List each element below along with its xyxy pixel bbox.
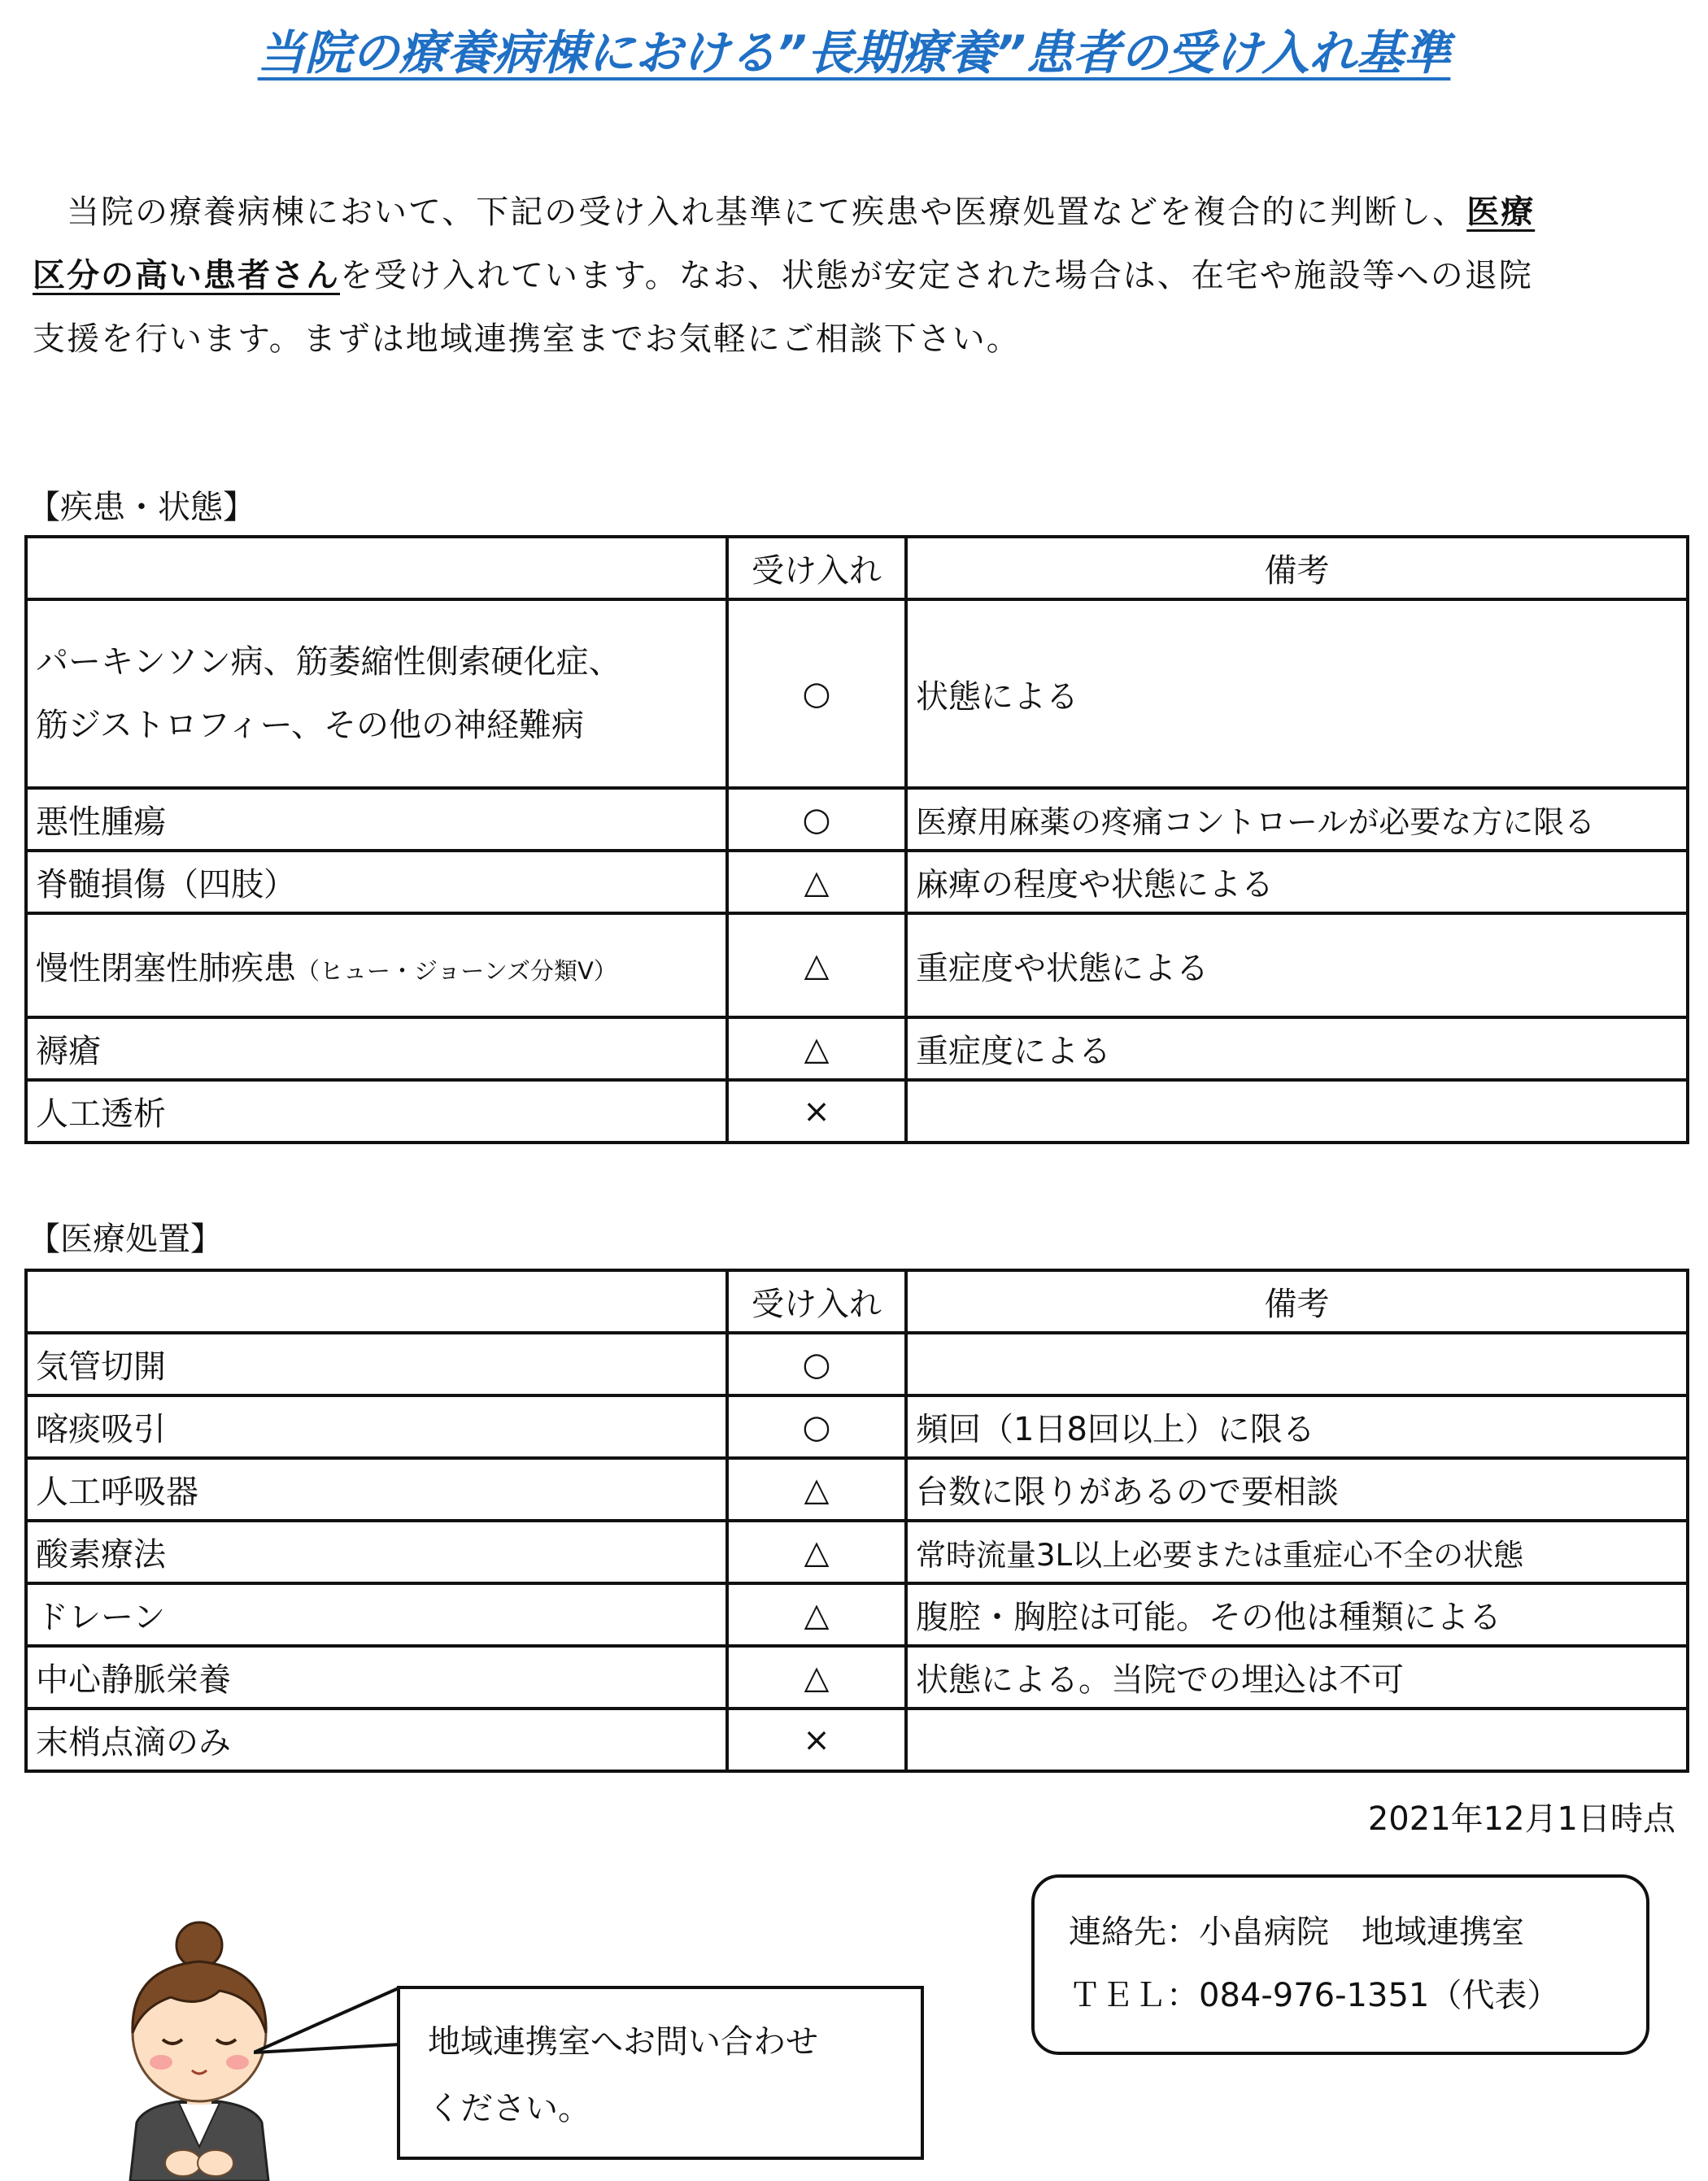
acceptance-cell: △ [727, 1646, 906, 1709]
item-text: 慢性閉塞性肺疾患 [36, 949, 296, 987]
item-cell: 人工呼吸器 [26, 1458, 727, 1521]
acceptance-cell: ○ [727, 599, 906, 788]
item-cell: 気管切開 [26, 1333, 727, 1395]
disease-table [24, 535, 1689, 1144]
callout-text: 地域連携室へお問い合わせ [428, 2023, 818, 2061]
acceptance-cell: △ [727, 913, 906, 1017]
speech-bubble [397, 1986, 924, 2160]
header-cell-remarks: 備考 [906, 1270, 1688, 1333]
remarks-cell [906, 1709, 1688, 1771]
table-row [26, 1709, 1688, 1771]
table-row [26, 599, 1688, 788]
remarks-cell: 重症度や状態による [906, 913, 1688, 1017]
acceptance-cell: △ [727, 1017, 906, 1080]
remarks-cell: 台数に限りがあるので要相談 [906, 1458, 1688, 1521]
remarks-cell: 重症度による [906, 1017, 1688, 1080]
header-cell-item [26, 1270, 727, 1333]
contact-line: 連絡先：小畠病院 地域連携室 [1069, 1913, 1524, 1951]
item-cell [26, 913, 727, 1017]
intro-text: を受け入れています。なお、状態が安定された場合は、在宅や施設等への退院 [340, 257, 1533, 294]
contact-box [1031, 1874, 1649, 2055]
acceptance-cell: × [727, 1080, 906, 1143]
intro-text: 支援を行います。まずは地域連携室までお気軽にご相談下さい。 [33, 320, 1021, 358]
table-row [26, 1521, 1688, 1583]
procedure-table [24, 1269, 1689, 1773]
acceptance-cell: △ [727, 1521, 906, 1583]
item-cell: 褥瘡 [26, 1017, 727, 1080]
item-text: パーキンソン病、筋萎縮性側索硬化症、 [36, 643, 621, 681]
callout-text: ください。 [428, 2090, 590, 2127]
remarks-cell: 麻痺の程度や状態による [906, 851, 1688, 913]
item-cell: 人工透析 [26, 1080, 727, 1143]
remarks-cell: 医療用麻薬の疼痛コントロールが必要な方に限る [906, 788, 1688, 851]
callout-tail [254, 1984, 402, 2066]
table-row [26, 1017, 1688, 1080]
table-row [26, 1583, 1688, 1646]
acceptance-cell: △ [727, 1583, 906, 1646]
remarks-cell [906, 1333, 1688, 1395]
item-cell: 悪性腫瘍 [26, 788, 727, 851]
header-cell-item [26, 537, 727, 599]
page-title: 当院の療養病棟における”長期療養”患者の受け入れ基準 [257, 25, 1451, 81]
item-cell [26, 599, 727, 788]
remarks-cell: 常時流量3L以上必要または重症心不全の状態 [906, 1521, 1688, 1583]
table-row [26, 851, 1688, 913]
item-cell: 中心静脈栄養 [26, 1646, 727, 1709]
acceptance-cell: ○ [727, 1395, 906, 1458]
intro-paragraph [33, 181, 1675, 371]
item-text: 筋ジストロフィー、その他の神経難病 [36, 707, 584, 744]
section-title-disease: 【疾患・状態】 [28, 489, 255, 526]
acceptance-cell: ○ [727, 788, 906, 851]
item-cell: ドレーン [26, 1583, 727, 1646]
header-cell-remarks: 備考 [906, 537, 1688, 599]
acceptance-cell: × [727, 1709, 906, 1771]
remarks-cell: 状態による [906, 599, 1688, 788]
remarks-cell [906, 1080, 1688, 1143]
item-cell: 脊髄損傷（四肢） [26, 851, 727, 913]
remarks-cell: 腹腔・胸腔は可能。その他は種類による [906, 1583, 1688, 1646]
acceptance-cell: ○ [727, 1333, 906, 1395]
header-cell-acceptance: 受け入れ [727, 537, 906, 599]
item-cell: 末梢点滴のみ [26, 1709, 727, 1771]
intro-emphasis: 区分の高い患者さん [33, 257, 340, 294]
item-note: （ヒュー・ジョーンズ分類Ⅴ） [296, 956, 617, 985]
item-cell: 酸素療法 [26, 1521, 727, 1583]
table-row [26, 1395, 1688, 1458]
contact-phone: ＴＥＬ：084-976-1351（代表） [1069, 1977, 1560, 2014]
acceptance-cell: △ [727, 1458, 906, 1521]
intro-text: 当院の療養病棟において、下記の受け入れ基準にて疾患や医療処置などを複合的に判断し、 [33, 194, 1467, 231]
item-cell: 喀痰吸引 [26, 1395, 727, 1458]
table-row [26, 788, 1688, 851]
table-row [26, 1458, 1688, 1521]
table-header-row [26, 1270, 1688, 1333]
table-row [26, 1333, 1688, 1395]
header-cell-acceptance: 受け入れ [727, 1270, 906, 1333]
table-header-row [26, 537, 1688, 599]
as-of-date: 2021年12月1日時点 [1367, 1800, 1675, 1838]
intro-emphasis: 医療 [1466, 194, 1536, 231]
section-title-procedures: 【医療処置】 [28, 1221, 223, 1258]
table-row [26, 1080, 1688, 1143]
table-row [26, 1646, 1688, 1709]
acceptance-cell: △ [727, 851, 906, 913]
remarks-cell: 状態による。当院での埋込は不可 [906, 1646, 1688, 1709]
table-row [26, 913, 1688, 1017]
remarks-cell: 頻回（1日8回以上）に限る [906, 1395, 1688, 1458]
